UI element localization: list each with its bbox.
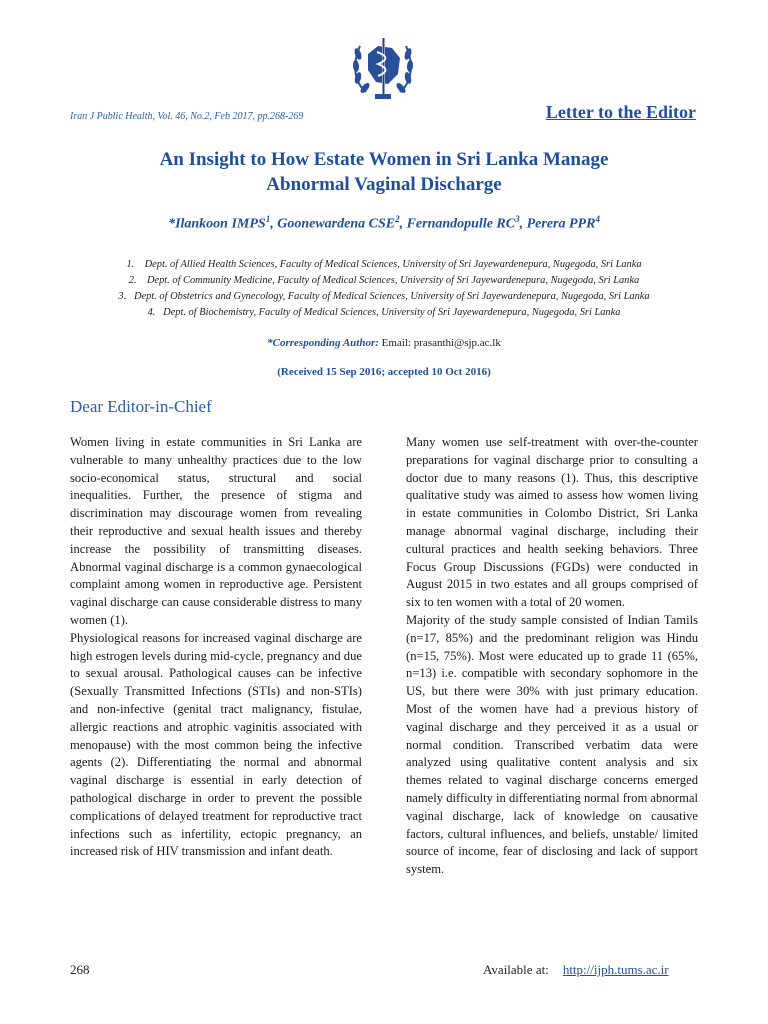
article-type-heading: Letter to the Editor [545, 102, 696, 122]
author-name: Perera PPR [526, 216, 596, 232]
body-paragraph: Many women use self-treatment with over-the-counter preparations for vaginal discharge prior to consulting a doctor due to many reasons (1). Thus, this descriptive qualitative study was aimed to assess how women living in estate communities in Colombo District, Sri Lanka manage abnormal vaginal discharge, including their cultural practices and health seeking behaviors. Three Focus Group Discussions (FGDs) were conducted in August 2015 in two estates and all groups comprised of six to ten women with a total of 20 women. [406, 435, 698, 610]
body-paragraph: Physiological reasons for increased vaginal discharge are high estrogen levels during mid-cycle, pregnancy and due to sexual arousal. Pathological causes can be infective (Sexually Transmitted Infections (STIs) and non-STIs) and non-infective (genital tract malignancy, fistulae, allergic reactions and atrophic vaginitis associated with menopause) with the most common being the infective agents (2). Differentiating the normal and abnormal vaginal discharge is essential in early detection of pathological discharge in order to prevent the possible complications of delayed treatment for reproductive tract infections such as infertility, ectopic pregnancy, an increased risk of HIV transmission and infant death. [70, 630, 362, 859]
author-affiliation-number: 1 [265, 214, 271, 224]
page-number: 268 [70, 962, 90, 977]
body-paragraph: Women living in estate communities in Sri Lanka are vulnerable to many unhealthy practices due to the low socio-economical status, structural and social inequalities. Further, the presence of stigma and discrimination may discourage women from revealing their reproductive and sexual health issues and thereby increase the possibility of transmitting diseases. Abnormal vaginal discharge is a common gynaecological complaint among women in reproductive age. Persistent vaginal discharge can cause considerable distress to many women (1). [70, 435, 362, 627]
body-column-left [70, 434, 362, 861]
author-separator: , [399, 216, 407, 232]
journal-url-link[interactable]: http://ijph.tums.ac.ir [562, 962, 669, 977]
author-separator: , [519, 216, 527, 232]
body-paragraph: Majority of the study sample consisted of Indian Tamils (n=17, 85%) and the predominant religion was Hindu (n=15, 75%). Most were educated up to grade 11 (65%, n=13) i.e. compatible with secondary sophomore in the US, but there were 30% with just primary education. Most of the women have had a previous history of vaginal discharge and they perceived it as a usual or normal condition. Transcribed verbatim data were analyzed using qualitative content analysis and six themes related to vaginal discharge concerns emerged namely difficulty in differentiating normal from abnormal vaginal discharge, lack of knowledge on causative factors, cultural influences, and beliefs, unstable/ limited source of income, fear of disclosing and lack of support system. [406, 612, 698, 877]
corresponding-author-email: Email: prasanthi@sjp.ac.lk [378, 337, 501, 349]
available-label: Available at: [483, 962, 549, 977]
affiliation-item: 4. Dept. of Biochemistry, Faculty of Medical Sciences, University of Sri Jayewardenepura, Nugegoda, Sri Lanka [147, 307, 621, 318]
affiliation-item: 1. Dept. of Allied Health Sciences, Faculty of Medical Sciences, University of Sri Jayewardenepura, Nugegoda, Sri Lanka [126, 259, 642, 270]
author-name: Fernandopulle RC [406, 216, 516, 232]
journal-citation: Iran J Public Health, Vol. 46, No.2, Feb 2017, pp.268-269 [70, 111, 304, 122]
author-affiliation-number: 2 [395, 214, 400, 224]
salutation-heading: Dear Editor-in-Chief [70, 397, 212, 416]
corresponding-author-label: *Corresponding Author: [267, 337, 379, 349]
body-column-right [406, 434, 698, 879]
availability-footer [483, 962, 669, 978]
affiliation-item: 3. Dept. of Obstetrics and Gynecology, Faculty of Medical Sciences, University of Sri Jayewardenepura, Nugegoda, Sri Lanka [118, 291, 650, 302]
corresponding-author [70, 337, 698, 349]
author-list [70, 214, 698, 233]
author-affiliation-number: 3 [515, 214, 520, 224]
affiliation-list [70, 257, 698, 321]
article-title-line-2: Abnormal Vaginal Discharge [266, 174, 502, 195]
article-title-line-1: An Insight to How Estate Women in Sri Lanka Manage [159, 149, 609, 170]
received-dates: (Received 15 Sep 2016; accepted 10 Oct 2016) [277, 366, 491, 378]
article-title [70, 147, 698, 197]
author-name: Goonewardena CSE [277, 216, 396, 232]
author-name: *Ilankoon IMPS [168, 216, 266, 232]
author-separator: , [270, 216, 278, 232]
journal-logo-icon [348, 30, 418, 102]
affiliation-item: 2. Dept. of Community Medicine, Faculty of Medical Sciences, University of Sri Jayewardenepura, Nugegoda, Sri Lanka [128, 275, 640, 286]
author-affiliation-number: 4 [595, 214, 600, 224]
